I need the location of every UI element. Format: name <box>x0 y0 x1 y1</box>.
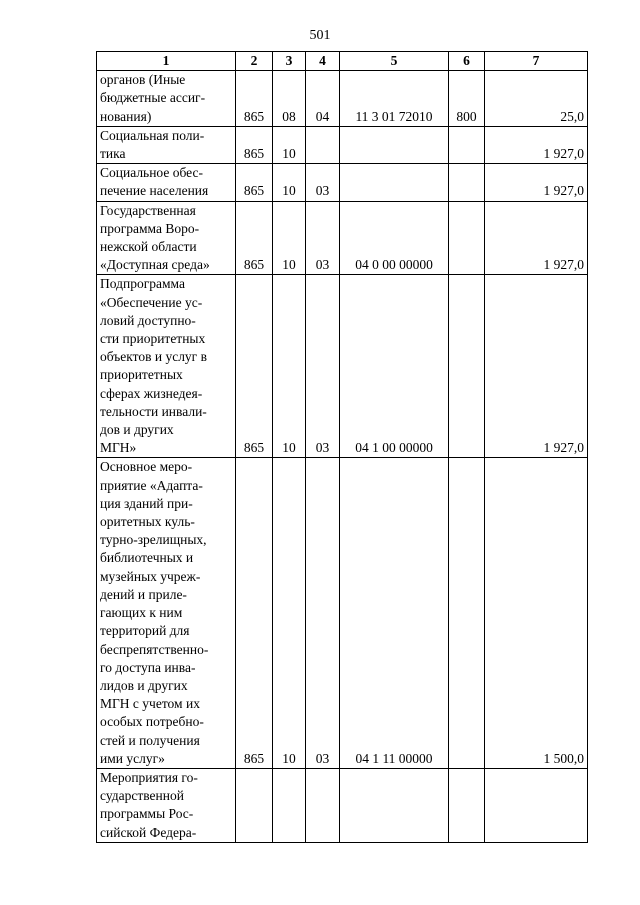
row-col-6 <box>449 126 485 163</box>
row-col-7: 1 927,0 <box>485 275 588 458</box>
header-col-1: 1 <box>97 52 236 71</box>
row-name: Социальная поли- тика <box>97 126 236 163</box>
row-col-4 <box>306 126 340 163</box>
row-name: Государственная программа Воро- нежской области «Доступная среда» <box>97 201 236 275</box>
table-row <box>97 71 588 127</box>
row-col-5: 11 3 01 72010 <box>340 71 449 127</box>
header-col-2: 2 <box>236 52 273 71</box>
row-col-7: 1 927,0 <box>485 201 588 275</box>
row-col-5 <box>340 164 449 201</box>
row-col-6 <box>449 275 485 458</box>
row-col-4 <box>306 768 340 842</box>
table-row <box>97 126 588 163</box>
row-col-5 <box>340 768 449 842</box>
header-row <box>97 52 588 71</box>
row-col-6 <box>449 201 485 275</box>
row-col-3: 08 <box>273 71 306 127</box>
row-col-2: 865 <box>236 71 273 127</box>
table-row <box>97 164 588 201</box>
table-row <box>97 201 588 275</box>
header-col-4: 4 <box>306 52 340 71</box>
budget-table <box>96 51 588 843</box>
row-col-2: 865 <box>236 164 273 201</box>
header-col-5: 5 <box>340 52 449 71</box>
row-col-4: 03 <box>306 164 340 201</box>
row-col-3: 10 <box>273 201 306 275</box>
row-col-3: 10 <box>273 126 306 163</box>
row-col-3 <box>273 768 306 842</box>
row-col-6 <box>449 458 485 768</box>
row-col-3: 10 <box>273 164 306 201</box>
row-col-2: 865 <box>236 458 273 768</box>
row-col-5 <box>340 126 449 163</box>
row-col-2: 865 <box>236 275 273 458</box>
table-row <box>97 275 588 458</box>
header-col-7: 7 <box>485 52 588 71</box>
row-col-4: 03 <box>306 458 340 768</box>
row-col-7: 1 927,0 <box>485 164 588 201</box>
row-col-2: 865 <box>236 201 273 275</box>
row-col-2 <box>236 768 273 842</box>
row-col-6 <box>449 164 485 201</box>
row-col-5: 04 1 00 00000 <box>340 275 449 458</box>
row-col-7: 25,0 <box>485 71 588 127</box>
row-col-7: 1 500,0 <box>485 458 588 768</box>
table-row <box>97 458 588 768</box>
row-col-4: 03 <box>306 201 340 275</box>
row-col-6 <box>449 768 485 842</box>
header-col-3: 3 <box>273 52 306 71</box>
row-name: Мероприятия го- сударственной программы Рос- сийской Федера- <box>97 768 236 842</box>
row-col-5: 04 0 00 00000 <box>340 201 449 275</box>
header-col-6: 6 <box>449 52 485 71</box>
row-col-7: 1 927,0 <box>485 126 588 163</box>
row-name: органов (Иные бюджетные ассиг- нования) <box>97 71 236 127</box>
row-col-4: 03 <box>306 275 340 458</box>
row-name: Подпрограмма «Обеспечение ус- ловий доступно- сти приоритетных объектов и услуг в приоритетных сферах жизнедея- тельности инвали- дов и других МГН» <box>97 275 236 458</box>
page-number: 501 <box>309 28 331 43</box>
row-col-6: 800 <box>449 71 485 127</box>
row-name: Основное меро- приятие «Адапта- ция зданий при- оритетных куль- турно-зрелищных, библиотечных и музейных учреж- дений и приле- гающих к ним территорий для беспрепятственно- го доступа инва- лидов и других МГН с учетом их особых потребно- стей и получения ими услуг» <box>97 458 236 768</box>
row-name: Социальное обес- печение населения <box>97 164 236 201</box>
table-row <box>97 768 588 842</box>
row-col-3: 10 <box>273 458 306 768</box>
row-col-3: 10 <box>273 275 306 458</box>
row-col-5: 04 1 11 00000 <box>340 458 449 768</box>
row-col-4: 04 <box>306 71 340 127</box>
row-col-2: 865 <box>236 126 273 163</box>
row-col-7 <box>485 768 588 842</box>
